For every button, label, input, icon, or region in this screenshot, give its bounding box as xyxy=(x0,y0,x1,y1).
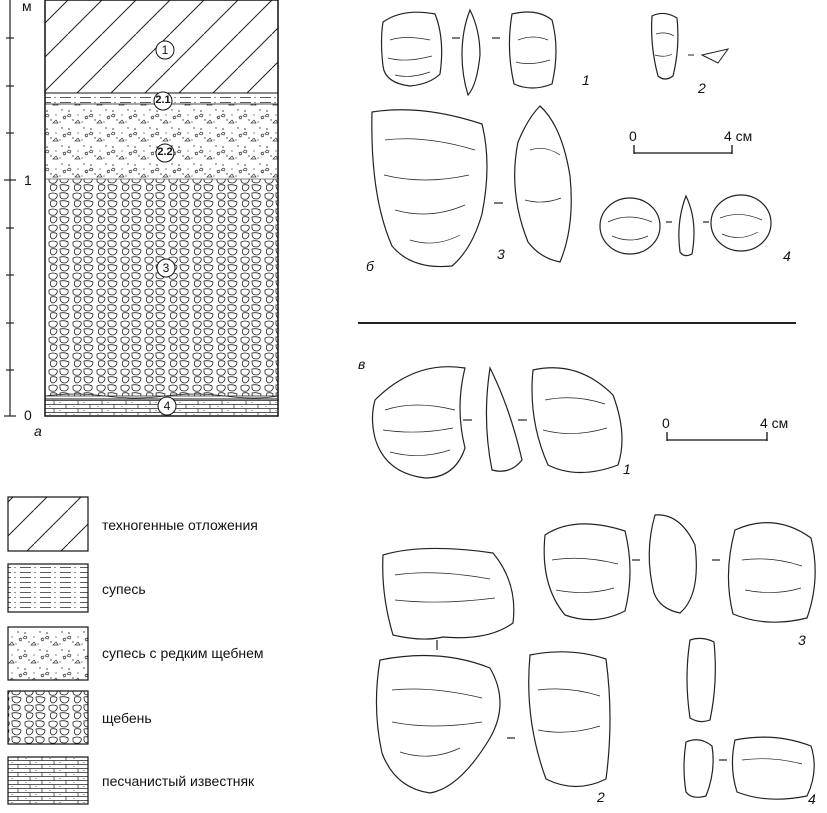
layer-label-4: 4 xyxy=(163,399,171,413)
artifact-b3-number: 3 xyxy=(497,246,505,262)
layer-3-rubble xyxy=(45,179,278,396)
depth-scale xyxy=(4,0,16,416)
legend-label-rubble: щебень xyxy=(102,710,152,726)
artifact-b2-drawing xyxy=(652,13,728,79)
panel-letter-v: в xyxy=(358,356,366,372)
stratigraphic-column xyxy=(45,0,278,416)
legend-swatch-rubble xyxy=(8,691,88,744)
artifact-b2-number: 2 xyxy=(698,80,706,96)
layer-label-1: 1 xyxy=(161,43,169,57)
legend-swatch-technogenic xyxy=(8,497,88,551)
panel-separator xyxy=(358,322,796,324)
panel-letter-b: б xyxy=(366,258,374,274)
layer-label-3: 3 xyxy=(162,261,170,275)
scale-v-zero: 0 xyxy=(662,415,670,431)
legend-label-sandy-limestone: песчанистый известняк xyxy=(102,773,255,789)
artifact-b4-drawing xyxy=(600,195,771,256)
scale-bar-b xyxy=(634,145,732,154)
depth-tick-1: 1 xyxy=(24,172,32,188)
legend-swatch-sandy-loam-rubble xyxy=(8,627,88,680)
artifact-v1-drawing xyxy=(373,367,623,478)
artifact-v3-drawing xyxy=(544,515,815,622)
artifact-b4-number: 4 xyxy=(783,248,791,264)
scale-v-max: 4 см xyxy=(760,415,789,431)
artifact-b1-number: 1 xyxy=(582,72,590,88)
legend-label-technogenic: техногенные отложения xyxy=(102,517,258,533)
depth-unit-label: м xyxy=(22,0,32,14)
scale-bar-v xyxy=(667,432,767,441)
depth-tick-0: 0 xyxy=(24,407,32,423)
layer-label-2-2: 2.2 xyxy=(157,146,173,158)
legend-label-sandy-loam: супесь xyxy=(102,581,146,597)
artifact-v3-number: 3 xyxy=(798,632,806,648)
panel-letter-a: а xyxy=(34,423,42,439)
scale-b-zero: 0 xyxy=(629,128,637,144)
artifact-v2-number: 2 xyxy=(597,789,605,805)
legend-swatches xyxy=(8,497,88,804)
artifact-v1-number: 1 xyxy=(623,461,631,477)
panel-v-artifacts xyxy=(373,367,816,800)
layer-label-2-1: 2.1 xyxy=(155,94,171,106)
artifact-v4-number: 4 xyxy=(808,791,816,807)
legend-swatch-sandy-loam xyxy=(8,564,88,612)
legend-swatch-sandy-limestone xyxy=(8,757,88,804)
artifact-v4-drawing xyxy=(684,638,814,799)
panel-b-artifacts xyxy=(372,10,771,267)
artifact-b3-drawing xyxy=(372,106,571,267)
scale-b-max: 4 см xyxy=(724,128,753,144)
layer-2-2-sandy-loam-rubble xyxy=(45,104,278,179)
legend-label-sandy-loam-rubble: супесь с редким щебнем xyxy=(102,645,264,661)
artifact-b1-drawing xyxy=(382,10,557,95)
